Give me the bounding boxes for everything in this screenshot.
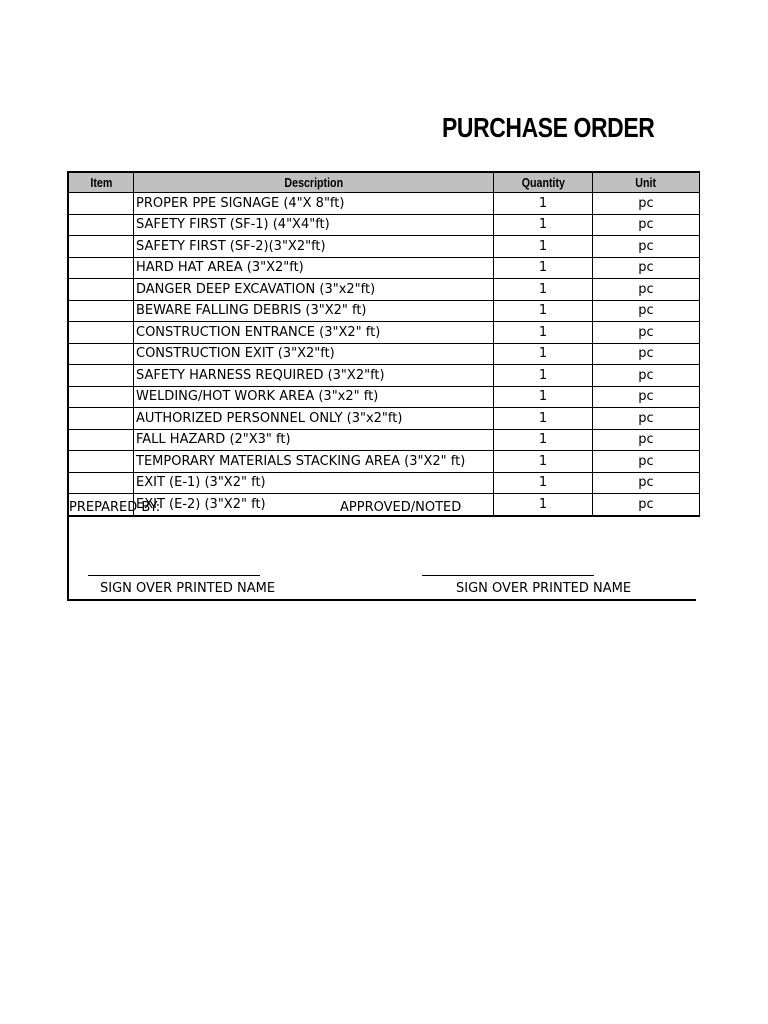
- unit-cell: pc: [593, 300, 700, 322]
- quantity-cell: 1: [494, 193, 593, 215]
- item-cell: [68, 365, 134, 387]
- quantity-cell: 1: [494, 236, 593, 258]
- table-body: [68, 193, 700, 516]
- unit-cell: pc: [593, 322, 700, 344]
- quantity-cell: 1: [494, 365, 593, 387]
- unit-cell: pc: [593, 408, 700, 430]
- unit-cell: pc: [593, 343, 700, 365]
- purchase-order-table: [67, 171, 700, 517]
- approved-signature-line: [422, 575, 594, 576]
- quantity-cell: 1: [494, 279, 593, 301]
- unit-cell: pc: [593, 429, 700, 451]
- form-bottom-border: [67, 599, 696, 601]
- quantity-cell: 1: [494, 257, 593, 279]
- page-title: PURCHASE ORDER: [442, 112, 655, 143]
- quantity-cell: 1: [494, 343, 593, 365]
- table-row: [68, 365, 700, 387]
- item-cell: [68, 451, 134, 473]
- unit-cell: pc: [593, 386, 700, 408]
- prepared-signature-line: [88, 575, 260, 576]
- table-row: [68, 408, 700, 430]
- description-cell: SAFETY FIRST (SF-1) (4"X4"ft): [134, 214, 494, 236]
- table-row: [68, 451, 700, 473]
- description-cell: PROPER PPE SIGNAGE (4"X 8"ft): [134, 193, 494, 215]
- item-cell: [68, 386, 134, 408]
- description-cell: DANGER DEEP EXCAVATION (3"x2"ft): [134, 279, 494, 301]
- item-cell: [68, 279, 134, 301]
- table-row: [68, 322, 700, 344]
- approved-sign-caption: SIGN OVER PRINTED NAME: [456, 581, 632, 596]
- item-cell: [68, 300, 134, 322]
- description-cell: TEMPORARY MATERIALS STACKING AREA (3"X2" ft): [134, 451, 494, 473]
- column-header-description: Description: [134, 172, 494, 193]
- quantity-cell: 1: [494, 408, 593, 430]
- unit-cell: pc: [593, 193, 700, 215]
- quantity-cell: 1: [494, 494, 593, 516]
- unit-cell: pc: [593, 365, 700, 387]
- unit-cell: pc: [593, 472, 700, 494]
- table-row: [68, 386, 700, 408]
- item-cell: [68, 429, 134, 451]
- item-cell: [68, 257, 134, 279]
- column-header-unit: Unit: [593, 172, 700, 193]
- unit-cell: pc: [593, 257, 700, 279]
- item-cell: [68, 193, 134, 215]
- table-header-row: [68, 172, 700, 193]
- table-row: [68, 214, 700, 236]
- prepared-by-label: PREPARED BY:: [69, 500, 161, 515]
- unit-cell: pc: [593, 451, 700, 473]
- table-row: [68, 300, 700, 322]
- description-cell: SAFETY HARNESS REQUIRED (3"X2"ft): [134, 365, 494, 387]
- description-cell: CONSTRUCTION ENTRANCE (3"X2" ft): [134, 322, 494, 344]
- quantity-cell: 1: [494, 300, 593, 322]
- item-cell: [68, 408, 134, 430]
- description-cell: FALL HAZARD (2"X3" ft): [134, 429, 494, 451]
- description-cell: SAFETY FIRST (SF-2)(3"X2"ft): [134, 236, 494, 258]
- item-cell: [68, 322, 134, 344]
- quantity-cell: 1: [494, 451, 593, 473]
- quantity-cell: 1: [494, 386, 593, 408]
- column-header-quantity: Quantity: [494, 172, 593, 193]
- table-row: [68, 193, 700, 215]
- unit-cell: pc: [593, 214, 700, 236]
- description-cell: WELDING/HOT WORK AREA (3"x2" ft): [134, 386, 494, 408]
- approved-noted-label: APPROVED/NOTED: [340, 500, 462, 515]
- description-cell: EXIT (E-2) (3"X2" ft): [134, 494, 494, 516]
- table-row: [68, 429, 700, 451]
- item-cell: [68, 343, 134, 365]
- description-cell: BEWARE FALLING DEBRIS (3"X2" ft): [134, 300, 494, 322]
- description-cell: HARD HAT AREA (3"X2"ft): [134, 257, 494, 279]
- quantity-cell: 1: [494, 472, 593, 494]
- prepared-sign-caption: SIGN OVER PRINTED NAME: [100, 581, 276, 596]
- table-row: [68, 279, 700, 301]
- item-cell: [68, 472, 134, 494]
- unit-cell: pc: [593, 279, 700, 301]
- table-row: [68, 472, 700, 494]
- unit-cell: pc: [593, 236, 700, 258]
- table-row: [68, 343, 700, 365]
- item-cell: [68, 236, 134, 258]
- quantity-cell: 1: [494, 214, 593, 236]
- item-cell: [68, 214, 134, 236]
- form-left-border: [67, 513, 69, 601]
- description-cell: AUTHORIZED PERSONNEL ONLY (3"x2"ft): [134, 408, 494, 430]
- table-row: [68, 236, 700, 258]
- description-cell: CONSTRUCTION EXIT (3"X2"ft): [134, 343, 494, 365]
- quantity-cell: 1: [494, 322, 593, 344]
- quantity-cell: 1: [494, 429, 593, 451]
- description-cell: EXIT (E-1) (3"X2" ft): [134, 472, 494, 494]
- column-header-item: Item: [68, 172, 134, 193]
- unit-cell: pc: [593, 494, 700, 516]
- table-row: [68, 257, 700, 279]
